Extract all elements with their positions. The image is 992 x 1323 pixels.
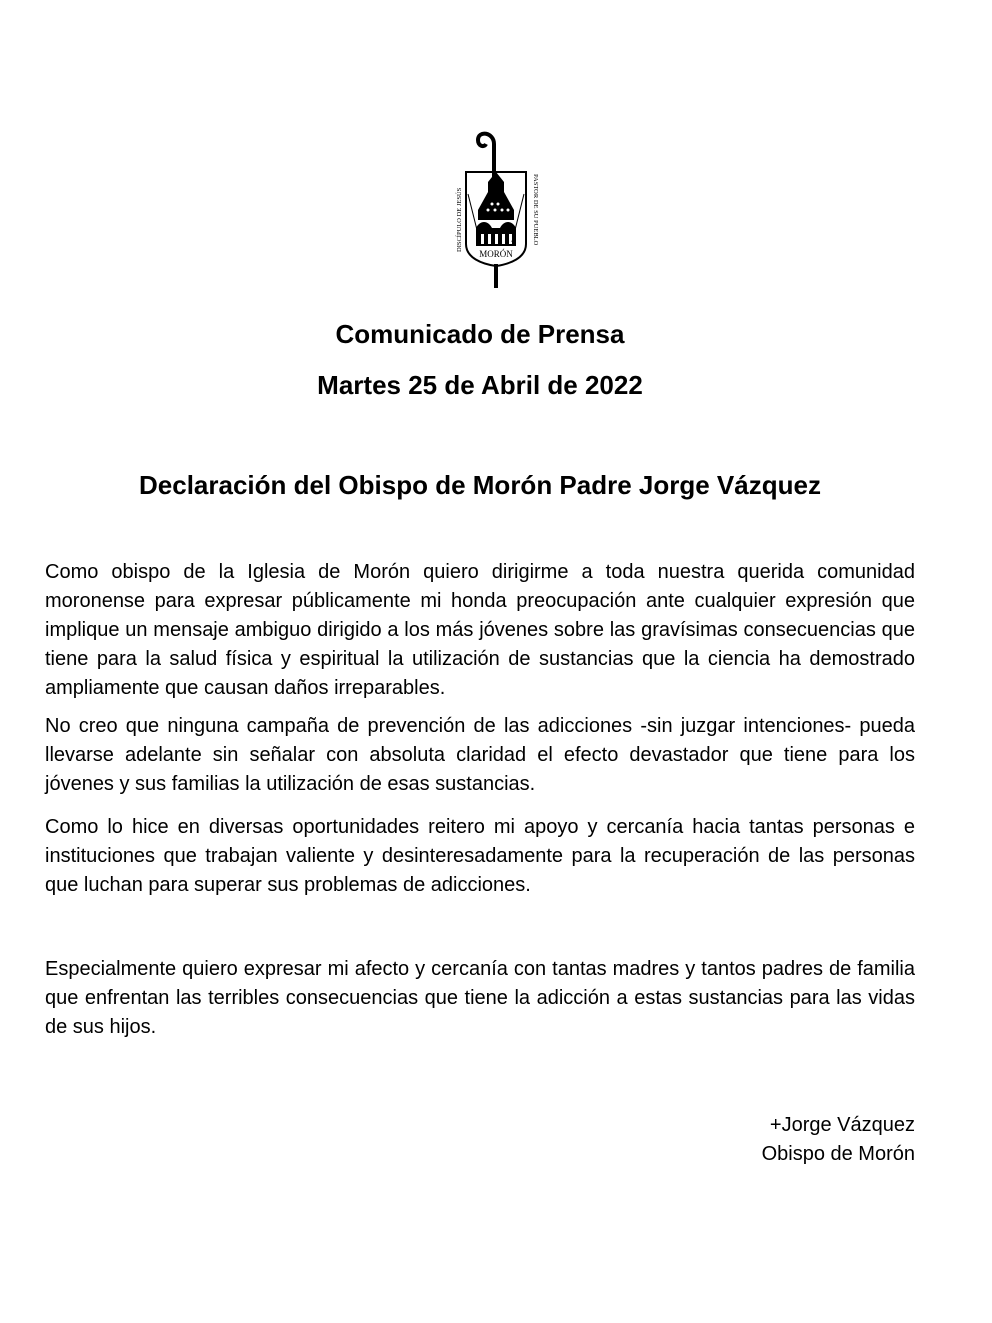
declaration-heading: Declaración del Obispo de Morón Padre Jorge Vázquez <box>139 470 821 500</box>
diocese-crest-logo <box>448 124 544 290</box>
svg-text:MORÓN: MORÓN <box>479 249 513 259</box>
signature-role: Obispo de Morón <box>761 1143 915 1165</box>
paragraph: Como obispo de la Iglesia de Morón quiero dirigirme a toda nuestra querida comunidad moronense para expresar públicamente mi honda preocupación ante cualquier expresión que implique un mensaje ambiguo dirigido a los más jóvenes sobre las gravísimas consecuencias que tiene para la salud física y espiritual la utilización de sustancias que la ciencia ha demostrado ampliamente que causan daños irreparables. <box>45 561 915 699</box>
document-title: Comunicado de Prensa <box>335 319 625 349</box>
svg-text:DISCÍPULO DE JESÚS: DISCÍPULO DE JESÚS <box>456 187 463 252</box>
paragraph: Especialmente quiero expresar mi afecto y cercanía con tantas madres y tantos padres de familia que enfrentan las terribles consecuencias que tiene la adicción a estas sustancias para las vidas de sus hijos. <box>45 958 915 1038</box>
paragraph: No creo que ninguna campaña de prevención de las adicciones -sin juzgar intenciones- pueda llevarse adelante sin señalar con absoluta claridad el efecto devastador que tiene para los jóvenes y sus familias la utilización de esas sustancias. <box>45 715 915 795</box>
document-date: Martes 25 de Abril de 2022 <box>317 370 643 400</box>
signature-block <box>762 1111 915 1169</box>
signature-name: +Jorge Vázquez <box>769 1114 915 1136</box>
svg-text:PASTOR DE SU PUEBLO: PASTOR DE SU PUEBLO <box>532 174 539 246</box>
paragraph: Como lo hice en diversas oportunidades reitero mi apoyo y cercanía hacia tantas personas e instituciones que trabajan valiente y desinteresadamente para la recuperación de las personas que luchan para superar sus problemas de adicciones. <box>45 816 915 896</box>
